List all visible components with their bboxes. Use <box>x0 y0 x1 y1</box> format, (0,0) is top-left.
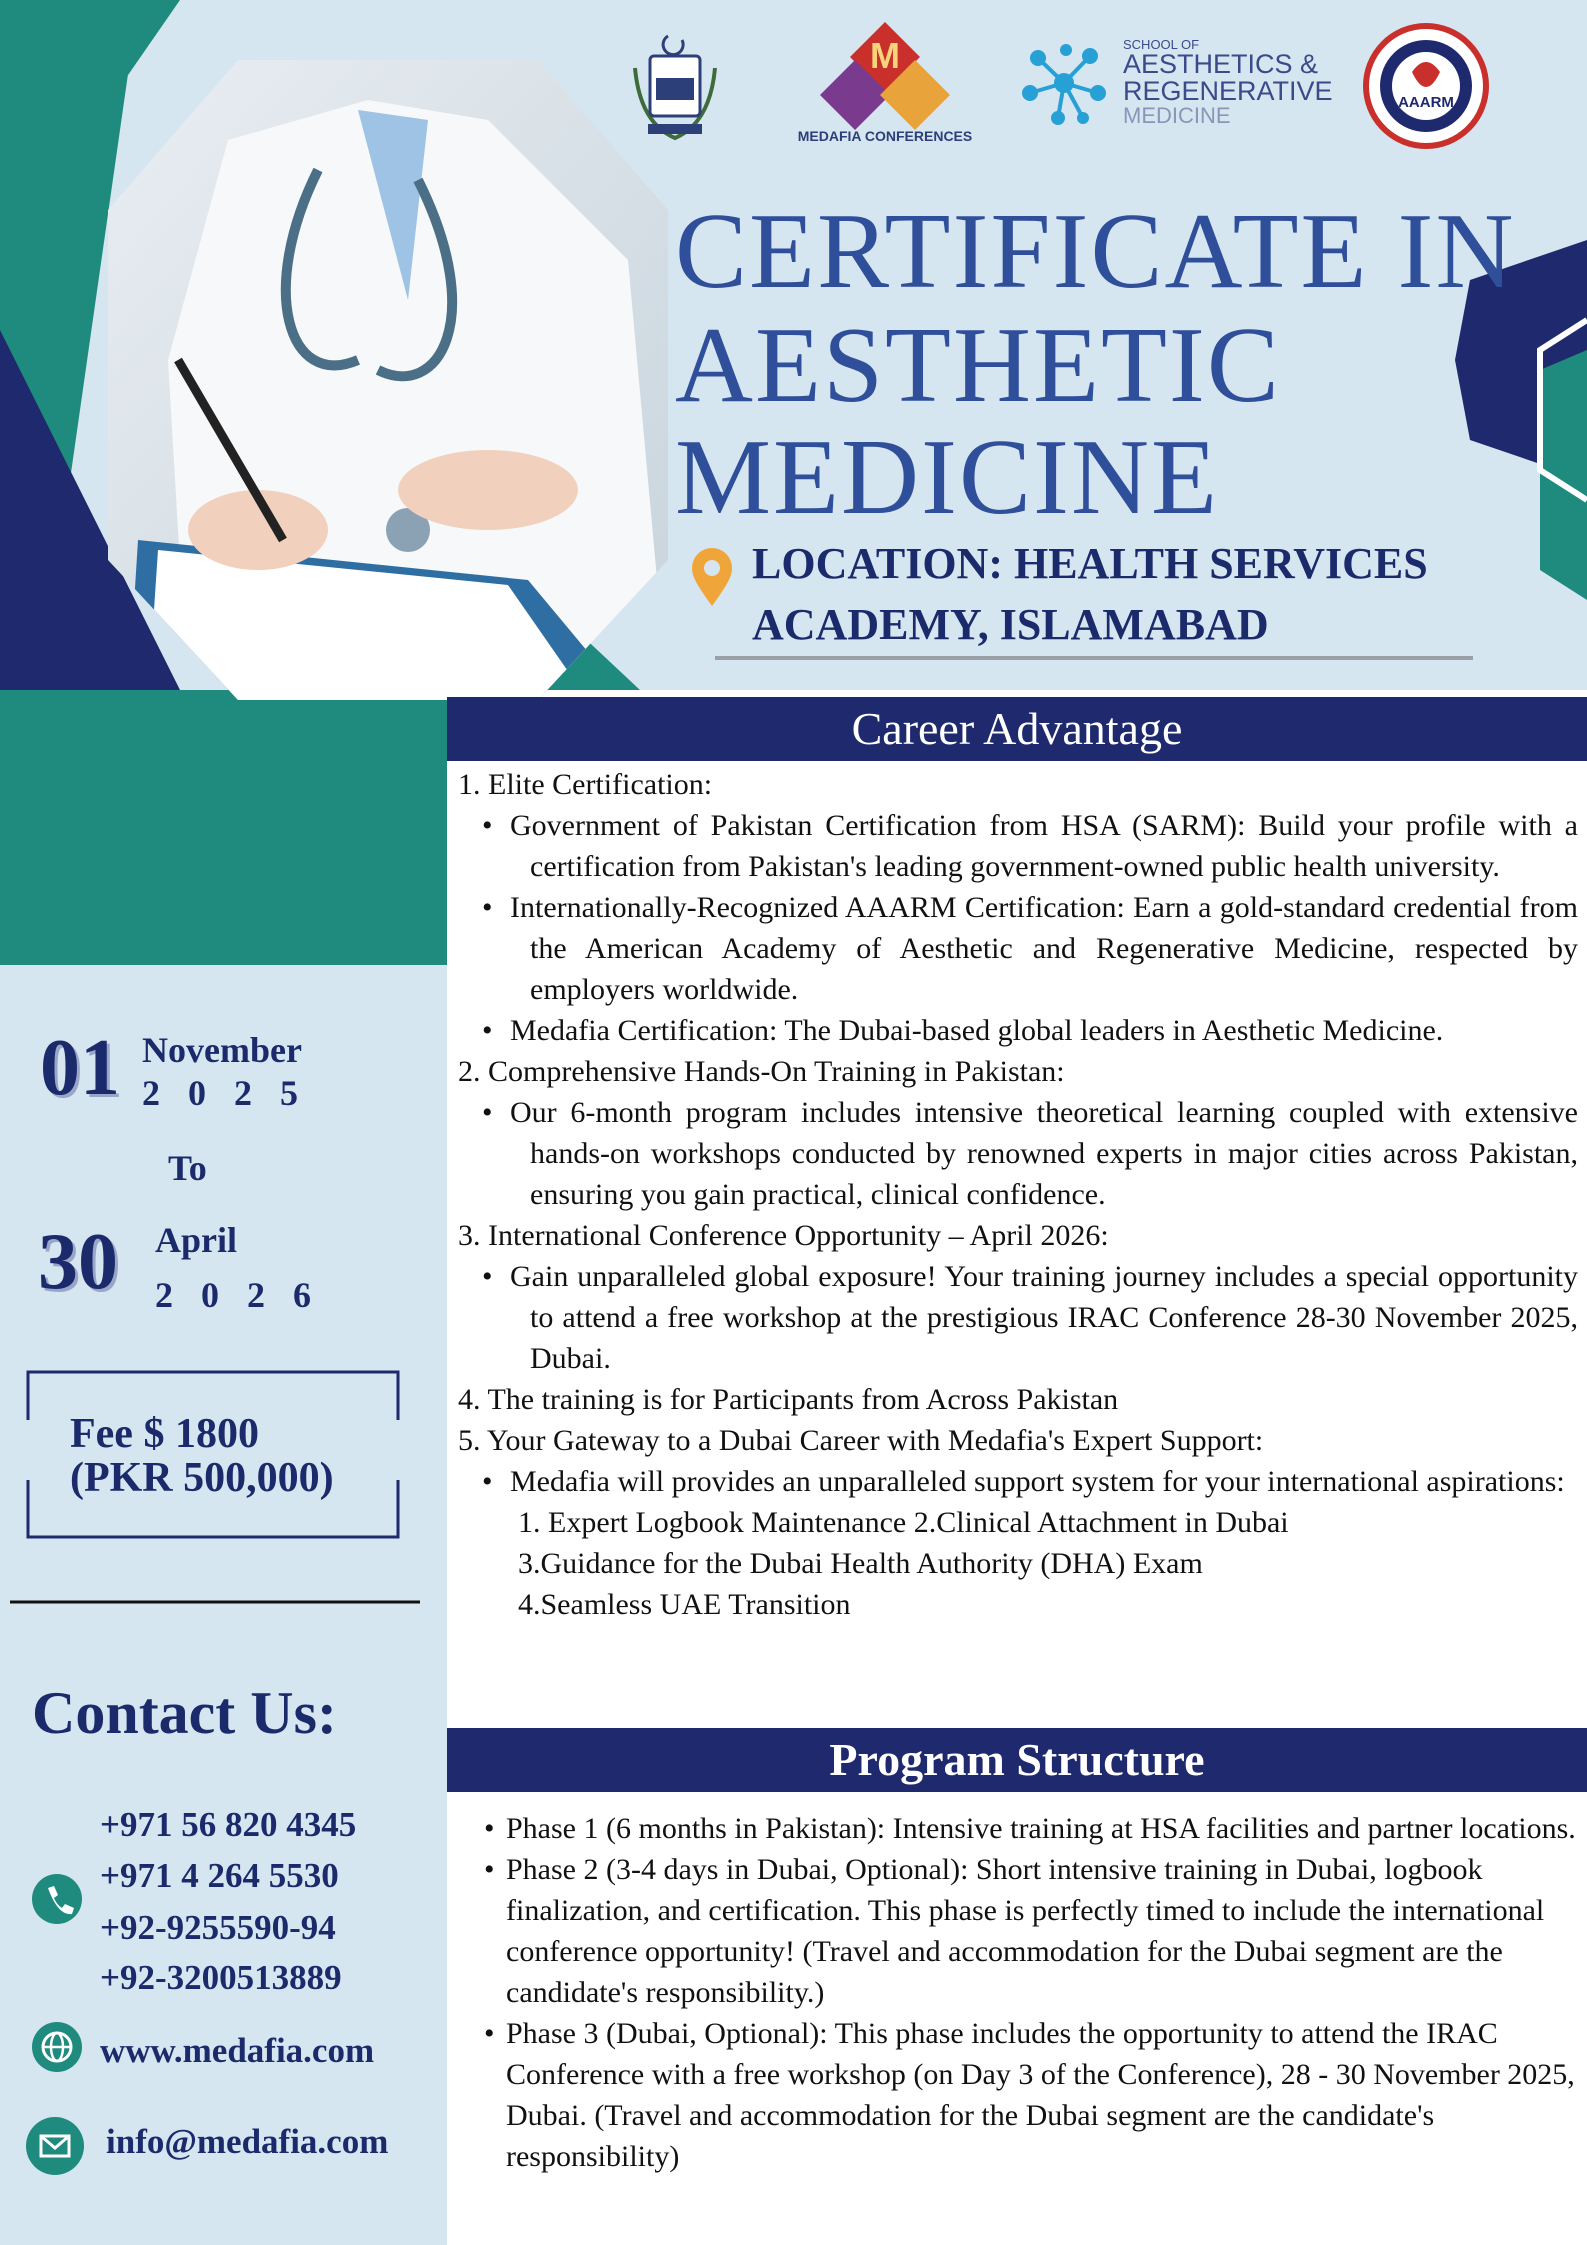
date-to: To <box>168 1148 207 1188</box>
end-year: 2026 <box>155 1275 339 1315</box>
phone-4[interactable]: +92-3200513889 <box>100 1958 342 1997</box>
list-item: 2. Comprehensive Hands-On Training in Pakistan: <box>458 1055 1065 1088</box>
phone-1[interactable]: +971 56 820 4345 <box>100 1805 357 1844</box>
start-year: 2025 <box>142 1073 326 1113</box>
list-item: 4. The training is for Participants from Across Pakistan <box>458 1383 1119 1416</box>
list-item: 4.Seamless UAE Transition <box>518 1588 851 1621</box>
end-day: 30 <box>38 1218 118 1306</box>
doctor-photo <box>108 60 668 700</box>
program-structure-list <box>480 1808 1580 2177</box>
list-item: 3. International Conference Opportunity – April 2026: <box>458 1219 1109 1252</box>
list-item: • Government of Pakistan Certification from HSA (SARM): Build your profile with a certification from Pakistan's leading government-owned public health university. <box>510 805 1578 887</box>
program-structure-heading: Program Structure <box>447 1728 1587 1792</box>
list-item: • Phase 2 (3-4 days in Dubai, Optional): Short intensive training in Dubai, logbook finalization, and certification. This phase is perfectly timed to include the international conference opportunity! (Travel and accommodation for the Dubai segment are the candidate's responsibility.) <box>506 1849 1580 2013</box>
hsa-logo <box>620 28 730 143</box>
aaarm-logo <box>1362 22 1490 150</box>
email-icon <box>26 2117 84 2175</box>
location-pin-icon <box>690 548 734 608</box>
email-link[interactable]: info@medafia.com <box>106 2122 389 2161</box>
list-item: • Internationally-Recognized AAARM Certification: Earn a gold-standard credential from the American Academy of Aesthetic and Regenerative Medicine, respected by employers worldwide. <box>510 887 1578 1010</box>
svg-text:M: M <box>870 35 900 76</box>
list-item: 1. Elite Certification: <box>458 768 713 801</box>
list-item: • Phase 1 (6 months in Pakistan): Intensive training at HSA facilities and partner locations. <box>506 1808 1580 1849</box>
molecule-icon <box>1018 38 1110 128</box>
website-link[interactable]: www.medafia.com <box>100 2031 375 2070</box>
start-day: 01 <box>40 1024 120 1112</box>
list-item: 5. Your Gateway to a Dubai Career with Medafia's Expert Support: <box>458 1424 1264 1457</box>
list-item: • Phase 3 (Dubai, Optional): This phase includes the opportunity to attend the IRAC Conference with a free workshop (on Day 3 of the Conference), 28 - 30 November 2025, Dubai. (Travel and accommodation for the Dubai segment are the candidate's responsibility) <box>506 2013 1580 2177</box>
career-advantage-heading: Career Advantage <box>447 697 1587 761</box>
medafia-logo <box>795 20 975 150</box>
fee-pkr: (PKR 500,000) <box>70 1455 334 1501</box>
phone-3[interactable]: +92-9255590-94 <box>100 1908 336 1947</box>
list-item: • Medafia will provides an unparalleled support system for your international aspirations: <box>510 1461 1578 1502</box>
medafia-logo-text: MEDAFIA CONFERENCES <box>797 128 973 144</box>
globe-icon <box>32 2022 82 2072</box>
school-logo-line2: AESTHETICS & <box>1123 49 1319 79</box>
fee-usd: Fee $ 1800 <box>70 1411 259 1457</box>
contact-heading: Contact Us: <box>32 1680 337 1746</box>
phone-2[interactable]: +971 4 264 5530 <box>100 1856 339 1895</box>
school-of-aesthetics-logo <box>1018 37 1333 128</box>
fee-box <box>70 1412 334 1500</box>
list-item: • Medafia Certification: The Dubai-based global leaders in Aesthetic Medicine. <box>510 1010 1578 1051</box>
list-item: • Our 6-month program includes intensive theoretical learning coupled with extensive hands-on workshops conducted by renowned experts in major cities across Pakistan, ensuring you gain practical, clinical confidence. <box>510 1092 1578 1215</box>
school-logo-line4: MEDICINE <box>1123 103 1231 128</box>
page-title-line1: CERTIFICATE IN <box>675 192 1516 311</box>
school-logo-line3: REGENERATIVE <box>1123 76 1333 106</box>
end-month: April <box>155 1220 238 1260</box>
aaarm-logo-text: AAARM <box>1398 94 1454 111</box>
page-title-line2: AESTHETIC <box>675 306 1281 425</box>
career-advantage-list <box>458 764 1578 1625</box>
list-item: • Gain unparalleled global exposure! Your training journey includes a special opportunity to attend a free workshop at the prestigious IRAC Conference 28-30 November 2025, Dubai. <box>510 1256 1578 1379</box>
location-line1: LOCATION: HEALTH SERVICES <box>752 539 1428 588</box>
phone-icon <box>32 1874 82 1924</box>
location-line2: ACADEMY, ISLAMABAD <box>752 600 1269 649</box>
start-month: November <box>142 1030 302 1070</box>
list-item: 1. Expert Logbook Maintenance 2.Clinical Attachment in Dubai <box>518 1506 1289 1539</box>
school-logo-line1: SCHOOL OF <box>1123 37 1200 52</box>
list-item: 3.Guidance for the Dubai Health Authority (DHA) Exam <box>518 1547 1203 1580</box>
page-title-line3: MEDICINE <box>675 418 1219 537</box>
